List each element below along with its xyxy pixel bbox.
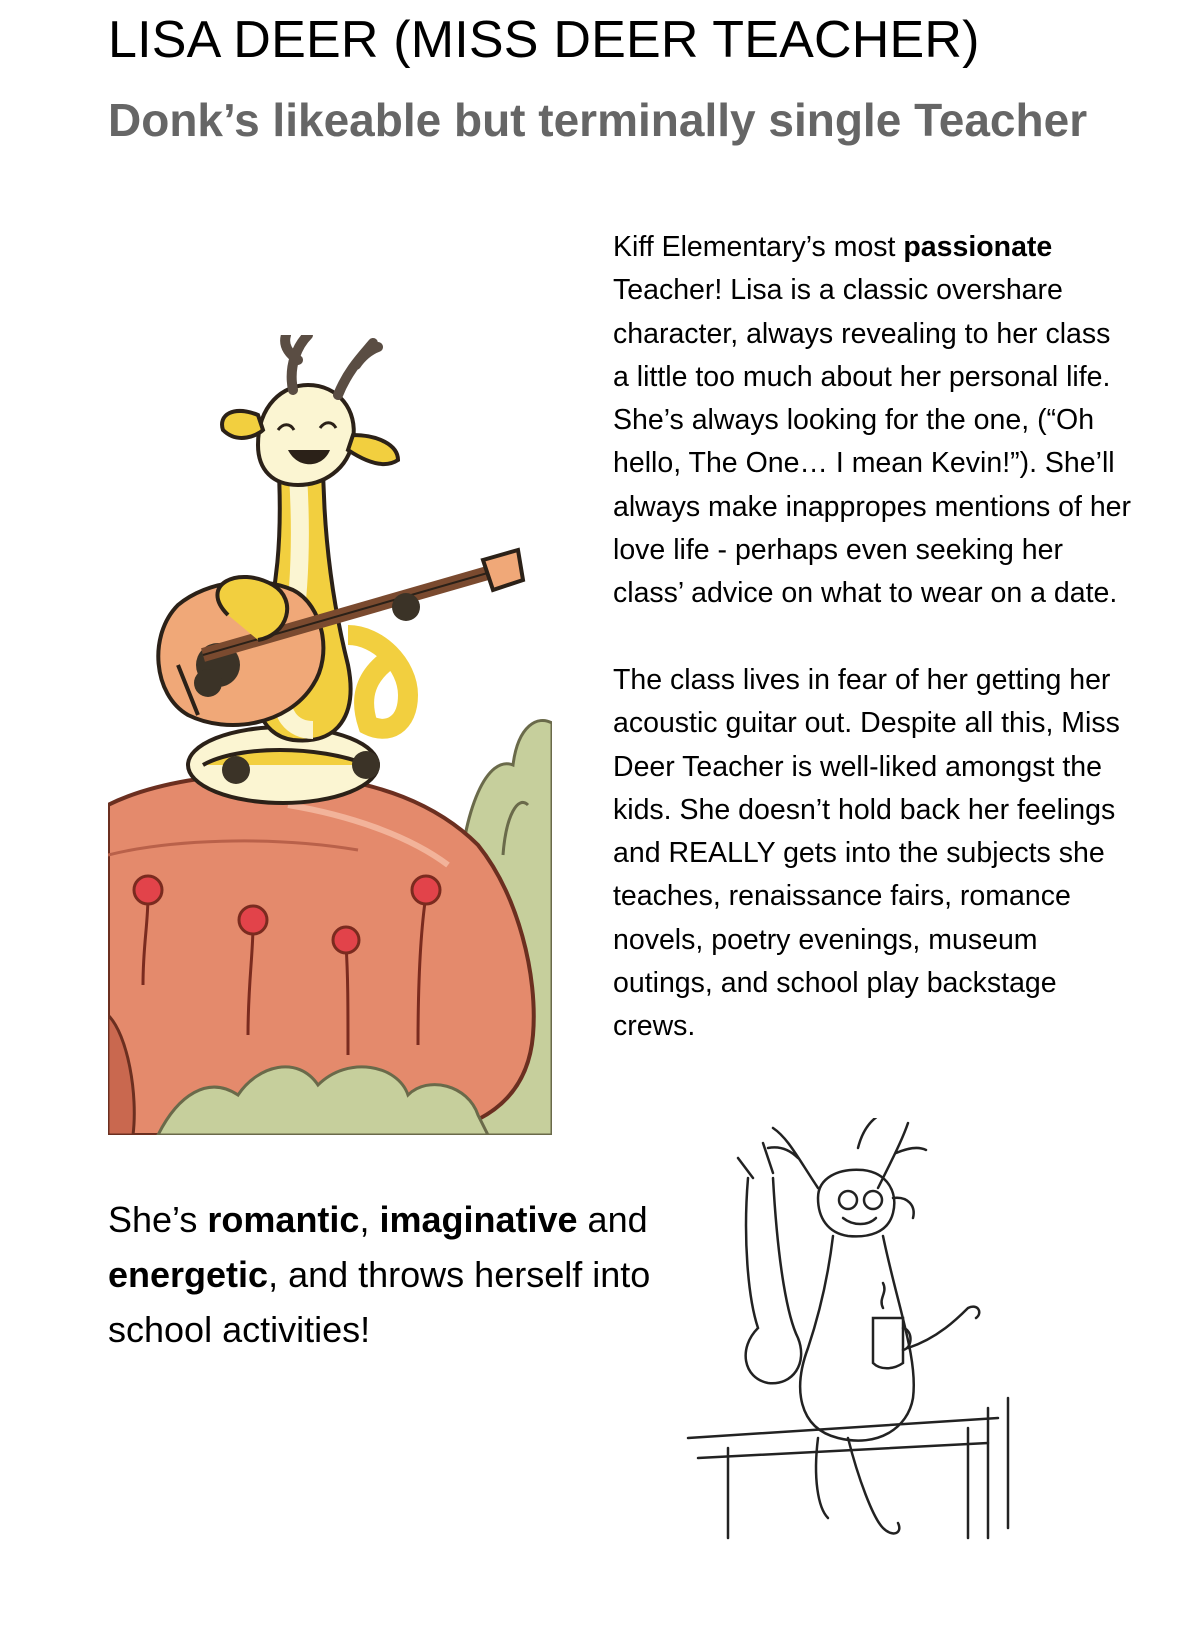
keyword-romantic: romantic <box>207 1199 360 1240</box>
deer-arm-right <box>348 635 408 729</box>
callout-run: She’s <box>108 1199 208 1240</box>
description-paragraph-2 <box>613 659 1133 1049</box>
sketch-mug <box>873 1318 903 1368</box>
sketch-guitar <box>746 1178 801 1383</box>
deer-head <box>258 385 354 485</box>
keyword-passionate: passionate <box>903 231 1053 263</box>
callout-run: , and throws herself into school activities! <box>108 1254 651 1350</box>
page-title: LISA DEER (MISS DEER TEACHER) <box>108 11 980 69</box>
character-description <box>613 226 1133 1049</box>
deer-sketch-drawing <box>668 1118 1038 1546</box>
description-p2-run: The class lives in fear of her getting her acoustic guitar out. Despite all this, Miss Deer Teacher is well-liked amongst the kids. She doesn’t hold back her feelings and REALLY gets into the subjects she teaches, renaissance fairs, romance novels, poetry evenings, museum outings, and school play backstage crews. <box>613 663 1120 1043</box>
callout-run: and <box>577 1199 648 1240</box>
deer-guitar-illustration <box>108 335 552 1135</box>
callout-run: , <box>359 1199 380 1240</box>
description-p1-run: Kiff Elementary’s most <box>613 231 904 263</box>
keyword-imaginative: imaginative <box>379 1199 578 1240</box>
personality-callout <box>108 1192 668 1357</box>
keyword-energetic: energetic <box>108 1254 269 1295</box>
page-subtitle: Donk’s likeable but terminally single Teacher <box>108 94 1088 146</box>
description-paragraph-1 <box>613 226 1133 616</box>
description-p1-run: Teacher! Lisa is a classic overshare character, always revealing to her class a little too much about her personal life. She’s always looking for the one, (“Oh hello, The One… I mean Kevin!”). She’ll always make inappropes mentions of her love life - perhaps even seeking her class’ advice on what to wear on a date. <box>613 274 1132 610</box>
